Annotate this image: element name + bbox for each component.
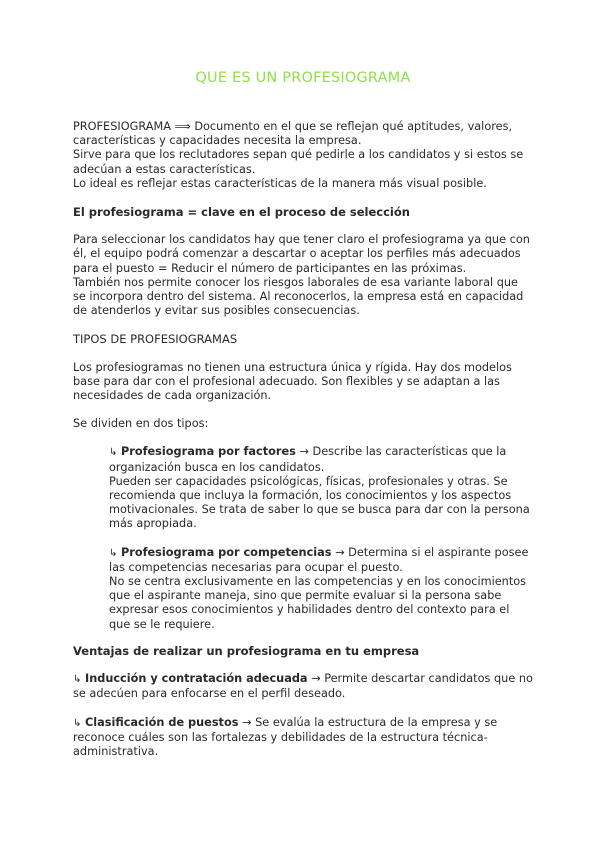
type-item-lead: [109, 445, 533, 474]
double-arrow-icon: ⟹: [174, 120, 191, 133]
document-page: [73, 70, 533, 759]
intro-block: [73, 120, 533, 191]
intro-definition-text: Documento en el que se reflejan qué aptitudes, valores, características y capacidades necesita la empresa.: [73, 120, 513, 148]
advantage-item-desc: Se evalúa la estructura de la empresa y se reconoce cuáles son las fortalezas y debilidades de la estructura técnica-administrativa.: [73, 715, 498, 758]
intro-line-3: Lo ideal es reflejar estas características de la manera más visual posible.: [73, 176, 487, 190]
type-item-lead: [109, 546, 533, 575]
advantage-item: [73, 672, 533, 701]
right-arrow-icon: →: [238, 715, 256, 729]
intro-definition: [73, 120, 533, 148]
intro-line-2: Sirve para que los reclutadores sepan qué pedirle a los candidatos y si estos se adecúan a estas características.: [73, 148, 524, 176]
advantage-item-text: [73, 716, 533, 760]
advantage-item: [73, 716, 533, 760]
page-title: QUE ES UN PROFESIOGRAMA: [195, 70, 411, 86]
section2-paragraph-1: Los profesiogramas no tienen una estructura única y rígida. Hay dos modelos base para dar con el profesional adecuado. Son flexibles y se adaptan a las necesidades de cada organización.: [73, 360, 512, 403]
section-heading-clave: El profesiograma = clave en el proceso de selección: [73, 205, 410, 220]
section2-paragraph-2: Se dividen en dos tipos:: [73, 417, 209, 431]
section-heading-ventajas: Ventajas de realizar un profesiograma en tu empresa: [73, 643, 420, 658]
right-arrow-icon: →: [331, 545, 349, 559]
type-item: [73, 546, 533, 632]
advantage-item-desc: Permite descartar candidatos que no se adecúen para enfocarse en el perfil deseado.: [73, 672, 533, 701]
right-arrow-icon: →: [295, 445, 313, 459]
return-arrow-icon: ↳: [109, 547, 118, 559]
advantage-item-name: Inducción y contratación adecuada: [84, 672, 308, 686]
section1-paragraph-2: También nos permite conocer los riesgos laborales de esa variante laboral que se incorpora dentro del sistema. Al reconocerlos, la empresa está en capacidad de atenderlos y evitar sus posibles consecuencias.: [73, 275, 524, 318]
right-arrow-icon: →: [307, 672, 325, 686]
type-item-name: Profesiograma por factores: [120, 445, 296, 459]
type-item-desc: Describe las características que la organización busca en los candidatos.: [109, 445, 507, 474]
advantage-item-name: Clasificación de puestos: [84, 715, 239, 729]
type-item-name: Profesiograma por competencias: [120, 545, 332, 559]
section1-paragraph-1: Para seleccionar los candidatos hay que tener claro el profesiograma ya que con él, el equipo podrá comenzar a descartar o aceptar los perfiles más adecuados para el puesto = Reducir el número de participantes en las próximas.: [73, 233, 530, 275]
type-item-extra: Pueden ser capacidades psicológicas, físicas, profesionales y otras. Se recomienda que incluya la formación, los conocimientos y los aspectos motivacionales. Se trata de saber lo que se busca para dar con la persona más apropiada.: [109, 474, 530, 531]
advantage-item-text: [73, 672, 533, 701]
type-item-extra: No se centra exclusivamente en las competencias y en los conocimientos que el aspirante maneja, sino que permite evaluar si la persona sabe expresar esos conocimientos y habilidades dentro del contexto para el que se le requiere.: [109, 575, 527, 631]
type-item: [73, 445, 533, 531]
intro-term: PROFESIOGRAMA: [73, 120, 171, 133]
return-arrow-icon: ↳: [73, 717, 82, 729]
section-heading-tipos: TIPOS DE PROFESIOGRAMAS: [73, 332, 238, 347]
return-arrow-icon: ↳: [109, 447, 118, 459]
return-arrow-icon: ↳: [73, 674, 82, 686]
type-item-desc: Determina si el aspirante posee las competencias necesarias para ocupar el puesto.: [109, 545, 529, 574]
